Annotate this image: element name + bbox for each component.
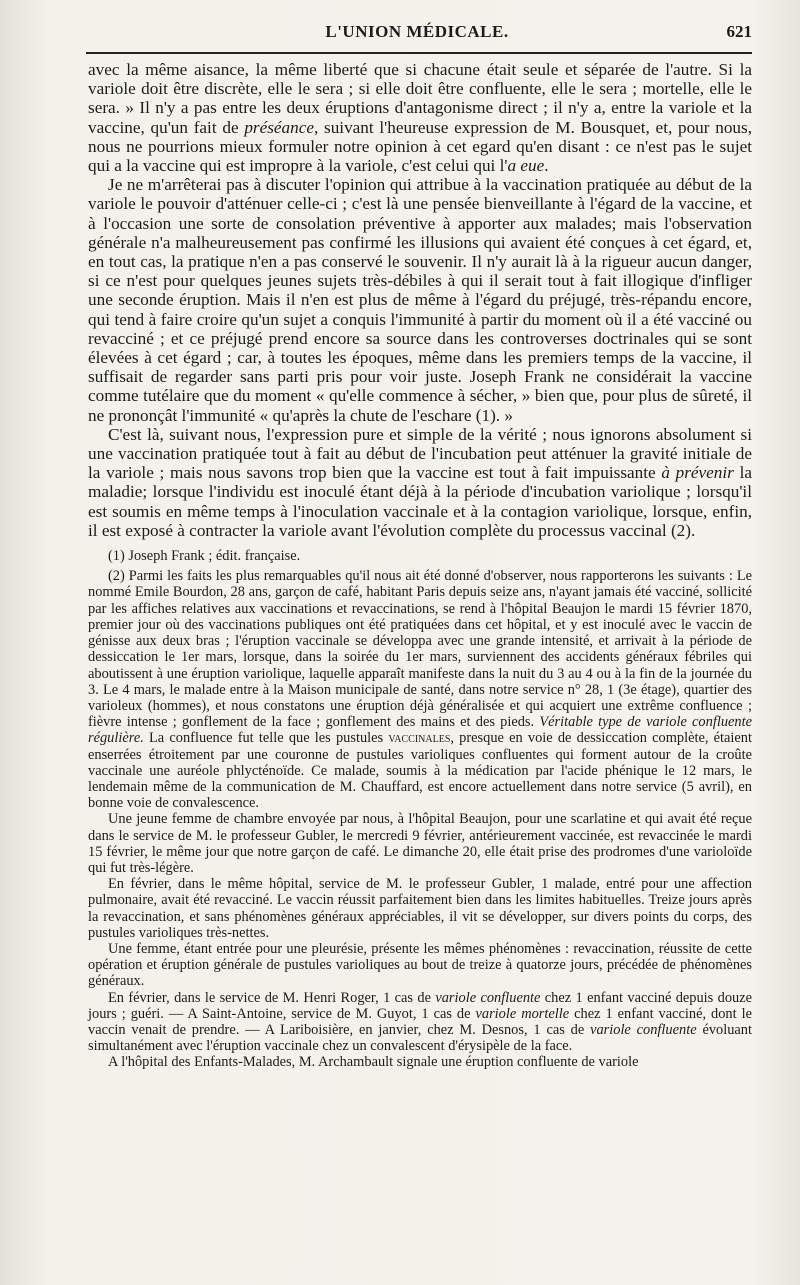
paragraph-1 <box>88 60 752 175</box>
footnote-2-text-c: , presque en voie de dessiccation complète, étaient enserrées étroitement par une couronne de pustules varioliques confluentes qui forment autour de la croûte vaccinale une auréole phlycténoïde. Ce malade, soumis à la médication par l'acide phénique le 12 mars, le lendemain même de la communication de M. Chauffard, est encore actuellement dans notre service (5 avril), en bonne voie de convalescence. <box>88 730 752 812</box>
footnote-case-5-text-c: chez 1 enfant vacciné, dont le vaccin venait de prendre. — A Lariboisière, en janvier, chez M. Desnos, 1 cas de <box>88 1005 752 1038</box>
paragraph-1-emphasis-2: a eue <box>507 156 545 176</box>
footnote-2-text-a: (2) Parmi les faits les plus remarquables qu'il nous ait été donné d'observer, nous rapporterons les suivants : Le nommé Emile Bourdon, 28 ans, garçon de café, habitant Paris depuis seize ans, n'ayant jamais été vacciné, sollicité par les affiches relatives aux vaccinations et revaccinations, se rend à l'hôpital Beaujon le mardi 15 février 1870, premier jour où des vaccinations publiques ont été pratiquées dans cet hôpital, et y est inoculé avec le vaccin de génisse aux deux bras ; l'éruption vaccinale se développa avec une grande intensité, et arrivait à la période de dessiccation le 1er mars, lorsque, dans la soirée du 1er mars, surviennent des accidents généraux fébriles qui aboutissent à une éruption variolique, laquelle apparaît manifeste dans la nuit du 3 au 4 ou à la fin de la journée du 3. Le 4 mars, le malade entre à la Maison municipale de santé, dans notre service n° 28, 1 (3e étage), quartier des varioleux (hommes), et nous constatons une éruption déjà généralisée et qui acquiert une extrême confluence ; fièvre intense ; gonflement de la face ; gonflement des mains et des pieds. <box>88 568 752 731</box>
paragraph-1-text-b: , suivant l'heureuse expression de M. Bousquet, et, pour nous, nous ne pourrions mieux formuler notre opinion à cet egard qu'en disant : ce n'est pas le sujet qui a la vaccine qui est impropre à la variole, c'est celui qui l' <box>88 117 752 176</box>
footnote-case-5 <box>88 990 752 1055</box>
running-header <box>82 20 752 50</box>
footnote-case-4: Une femme, étant entrée pour une pleurésie, présente les mêmes phénomènes : revaccination, réussite de cette opération et éruption générale de pustules varioliques au bout de treize à quatorze jours, précédée de phénomènes généraux. <box>88 940 752 990</box>
footnote-case-2: Une jeune femme de chambre envoyée par nous, à l'hôpital Beaujon, pour une scarlatine et qui avait été reçue dans le service de M. le professeur Gubler, le mercredi 9 février, antérieurement vaccinée, est revaccinée le mardi 15 février, le même jour que notre garçon de café. Le dimanche 20, elle était prise des prodromes d'une varioloïde qui fut très-légère. <box>88 811 752 876</box>
footnote-2-small-caps: vaccinales <box>388 730 451 747</box>
footnote-2-emphasis-1: Véritable type de variole confluente régulière. <box>88 714 752 747</box>
footnote-case-6: A l'hôpital des Enfants-Malades, M. Archambault signale une éruption confluente de variole <box>108 1054 639 1071</box>
journal-title: L'UNION MÉDICALE. <box>325 22 509 41</box>
footnote-2 <box>88 568 752 811</box>
header-rule <box>86 52 752 54</box>
footnotes <box>88 548 752 1071</box>
footnote-case-5-text-b: chez 1 enfant vacciné depuis douze jours ; guéri. — A Saint-Antoine, service de M. Guyot, 1 cas de <box>88 989 752 1022</box>
paragraph-2: Je ne m'arrêterai pas à discuter l'opinion qui attribue à la vaccination pratiquée au début de la variole le pouvoir d'atténuer celle-ci ; c'est là une pensée bienveillante à l'égard de la vaccine, et à l'occasion une sorte de consolation préventive à apporter aux malades; mais l'observation générale n'a malheureusement pas confirmé les illusions qui avaient été conçues à cet égard, et, en tout cas, la pratique n'en a pas conservé le souvenir. Il n'y aurait là à la rigueur aucun danger, si ce n'est pour quelques jeunes sujets très-débiles à qui il serait tout à fait illogique d'infliger une seconde éruption. Mais il n'en est plus de même à l'égard du préjugé, très-répandu encore, qui tend à faire croire qu'un sujet a conquis l'immunité à partir du moment où il a été vacciné ou revacciné ; et ce préjugé prend encore sa source dans les controverses doctrinales qui se sont élevées à cet égard ; car, à toutes les époques, même dans les premiers temps de la vaccine, il suffisait de regarder sans parti pris pour voir juste. Joseph Frank ne considérait la vaccine comme tutélaire que du moment « qu'elle commence à sécher, » bien que, pour plus de sûreté, il ne prononçât l'immunité « qu'après la chute de l'eschare (1). » <box>88 175 752 425</box>
footnote-case-3: En février, dans le même hôpital, service de M. le professeur Gubler, 1 malade, entré pour une affection pulmonaire, avait été revacciné. Le vaccin réussit parfaitement bien dans les limites habituelles. Treize jours après la revaccination, et sans phénomènes généraux appréciables, il vit se développer, sur divers points du corps, des pustules varioliques très-nettes. <box>88 876 752 941</box>
footnote-case-5-text-d: évoluant simultanément avec l'éruption vaccinale chez un convalescent d'érysipèle de la face. <box>88 1021 752 1055</box>
footnote-case-5-text-a: En février, dans le service de M. Henri Roger, 1 cas de <box>108 989 436 1006</box>
page-number: 621 <box>726 22 752 41</box>
footnote-case-5-emphasis-3: variole confluente <box>590 1021 697 1038</box>
paragraph-3 <box>88 425 752 540</box>
paragraph-3-text-a: C'est là, suivant nous, l'expression pure et simple de la vérité ; nous ignorons absolument si une vaccination pratiquée tout à fait au début de l'incubation peut atténuer la gravité initiale de la variole ; mais nous savons trop bien que la vaccine est tout à fait impuissante <box>88 424 752 483</box>
footnote-2-text-b: La confluence fut telle que les pustules <box>143 730 389 747</box>
paragraph-1-emphasis-1: préséance <box>244 117 314 137</box>
page-body <box>88 60 752 1071</box>
footnote-case-5-emphasis-2: variole mortelle <box>475 1005 570 1022</box>
paragraph-3-emphasis-1: à prévenir <box>661 463 734 483</box>
paragraph-1-text-c: . <box>544 156 549 176</box>
main-text <box>88 60 752 540</box>
paragraph-1-text-a: avec la même aisance, la même liberté que si chacune était seule et séparée de l'autre. Si la variole doit être discrète, elle le sera ; si elle doit être confluente, elle le sera ; mortelle, elle le sera. » Il n'y a pas entre les deux éruptions d'antagonisme direct ; il n'y a, entre la variole et la vaccine, qu'un fait de <box>88 60 752 137</box>
footnote-case-5-emphasis-1: variole confluente <box>435 989 541 1006</box>
paragraph-3-text-b: la maladie; lorsque l'individu est inoculé étant déjà à la période d'incubation variolique ; lorsqu'il est soumis en même temps à l'inoculation vaccinale et à la contagion variolique, lorsque, enfin, il est exposé à contracter la variole avant l'évolution complète du processus vaccinal (2). <box>88 463 752 540</box>
footnote-1: (1) Joseph Frank ; édit. française. <box>108 548 301 565</box>
